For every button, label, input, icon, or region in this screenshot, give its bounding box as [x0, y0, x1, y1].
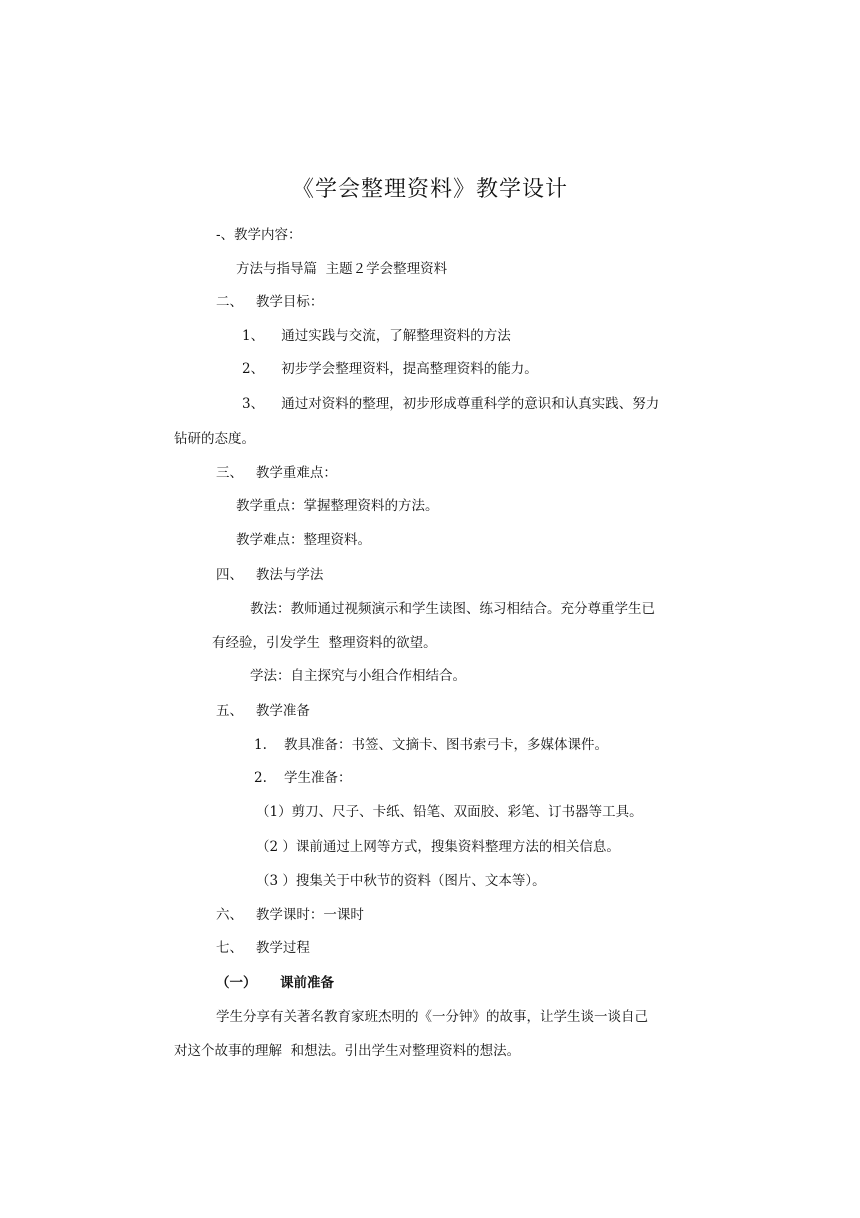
subsection-heading: （一） 课前准备: [216, 975, 334, 991]
paragraph: 学法：自主探究与小组合作相结合。: [250, 668, 466, 684]
list-item: （3 ）搜集关于中秋节的资料（图片、文本等）。: [256, 873, 546, 889]
section-5-heading: 五、 教学准备: [216, 703, 310, 719]
list-item: （2 ）课前通过上网等方式，搜集资料整理方法的相关信息。: [256, 839, 620, 855]
list-item: （1）剪刀、尺子、卡纸、铅笔、双面胶、彩笔、订书器等工具。: [256, 804, 643, 820]
list-item: 3、 通过对资料的整理，初步形成尊重科学的意识和认真实践、努力: [242, 396, 660, 412]
section-2-heading: 二、 教学目标：: [216, 294, 324, 310]
paragraph: 教学难点：整理资料。: [236, 532, 371, 548]
section-1-heading: -、教学内容：: [216, 227, 302, 243]
paragraph: 钻研的态度。: [174, 431, 255, 447]
section-6-heading: 六、 教学课时：一课时: [216, 907, 364, 923]
section-7-heading: 七、 教学过程: [216, 940, 310, 956]
paragraph: 教法：教师通过视频演示和学生读图、练习相结合。充分尊重学生已: [250, 601, 655, 617]
list-item: 1. 教具准备：书签、文摘卡、图书索弓卡，多媒体课件。: [254, 737, 609, 753]
paragraph: 教学重点：掌握整理资料的方法。: [236, 498, 439, 514]
paragraph: 有经验，引发学生 整理资料的欲望。: [212, 635, 437, 651]
paragraph: 方法与指导篇 主题２学会整理资料: [236, 261, 448, 277]
paragraph: 对这个故事的理解 和想法。引出学生对整理资料的想法。: [174, 1043, 521, 1059]
paragraph: 学生分享有关著名教育家班杰明的《一分钟》的故事，让学生谈一谈自己: [216, 1009, 648, 1025]
list-item: 1、 通过实践与交流，了解整理资料的方法: [242, 328, 511, 344]
document-title: 《学会整理资料》教学设计: [291, 177, 568, 202]
list-item: 2、 初步学会整理资料，提高整理资料的能力。: [242, 361, 538, 377]
list-item: 2. 学生准备：: [254, 770, 352, 786]
section-4-heading: 四、 教法与学法: [216, 567, 324, 583]
section-3-heading: 三、 教学重难点：: [216, 465, 337, 481]
